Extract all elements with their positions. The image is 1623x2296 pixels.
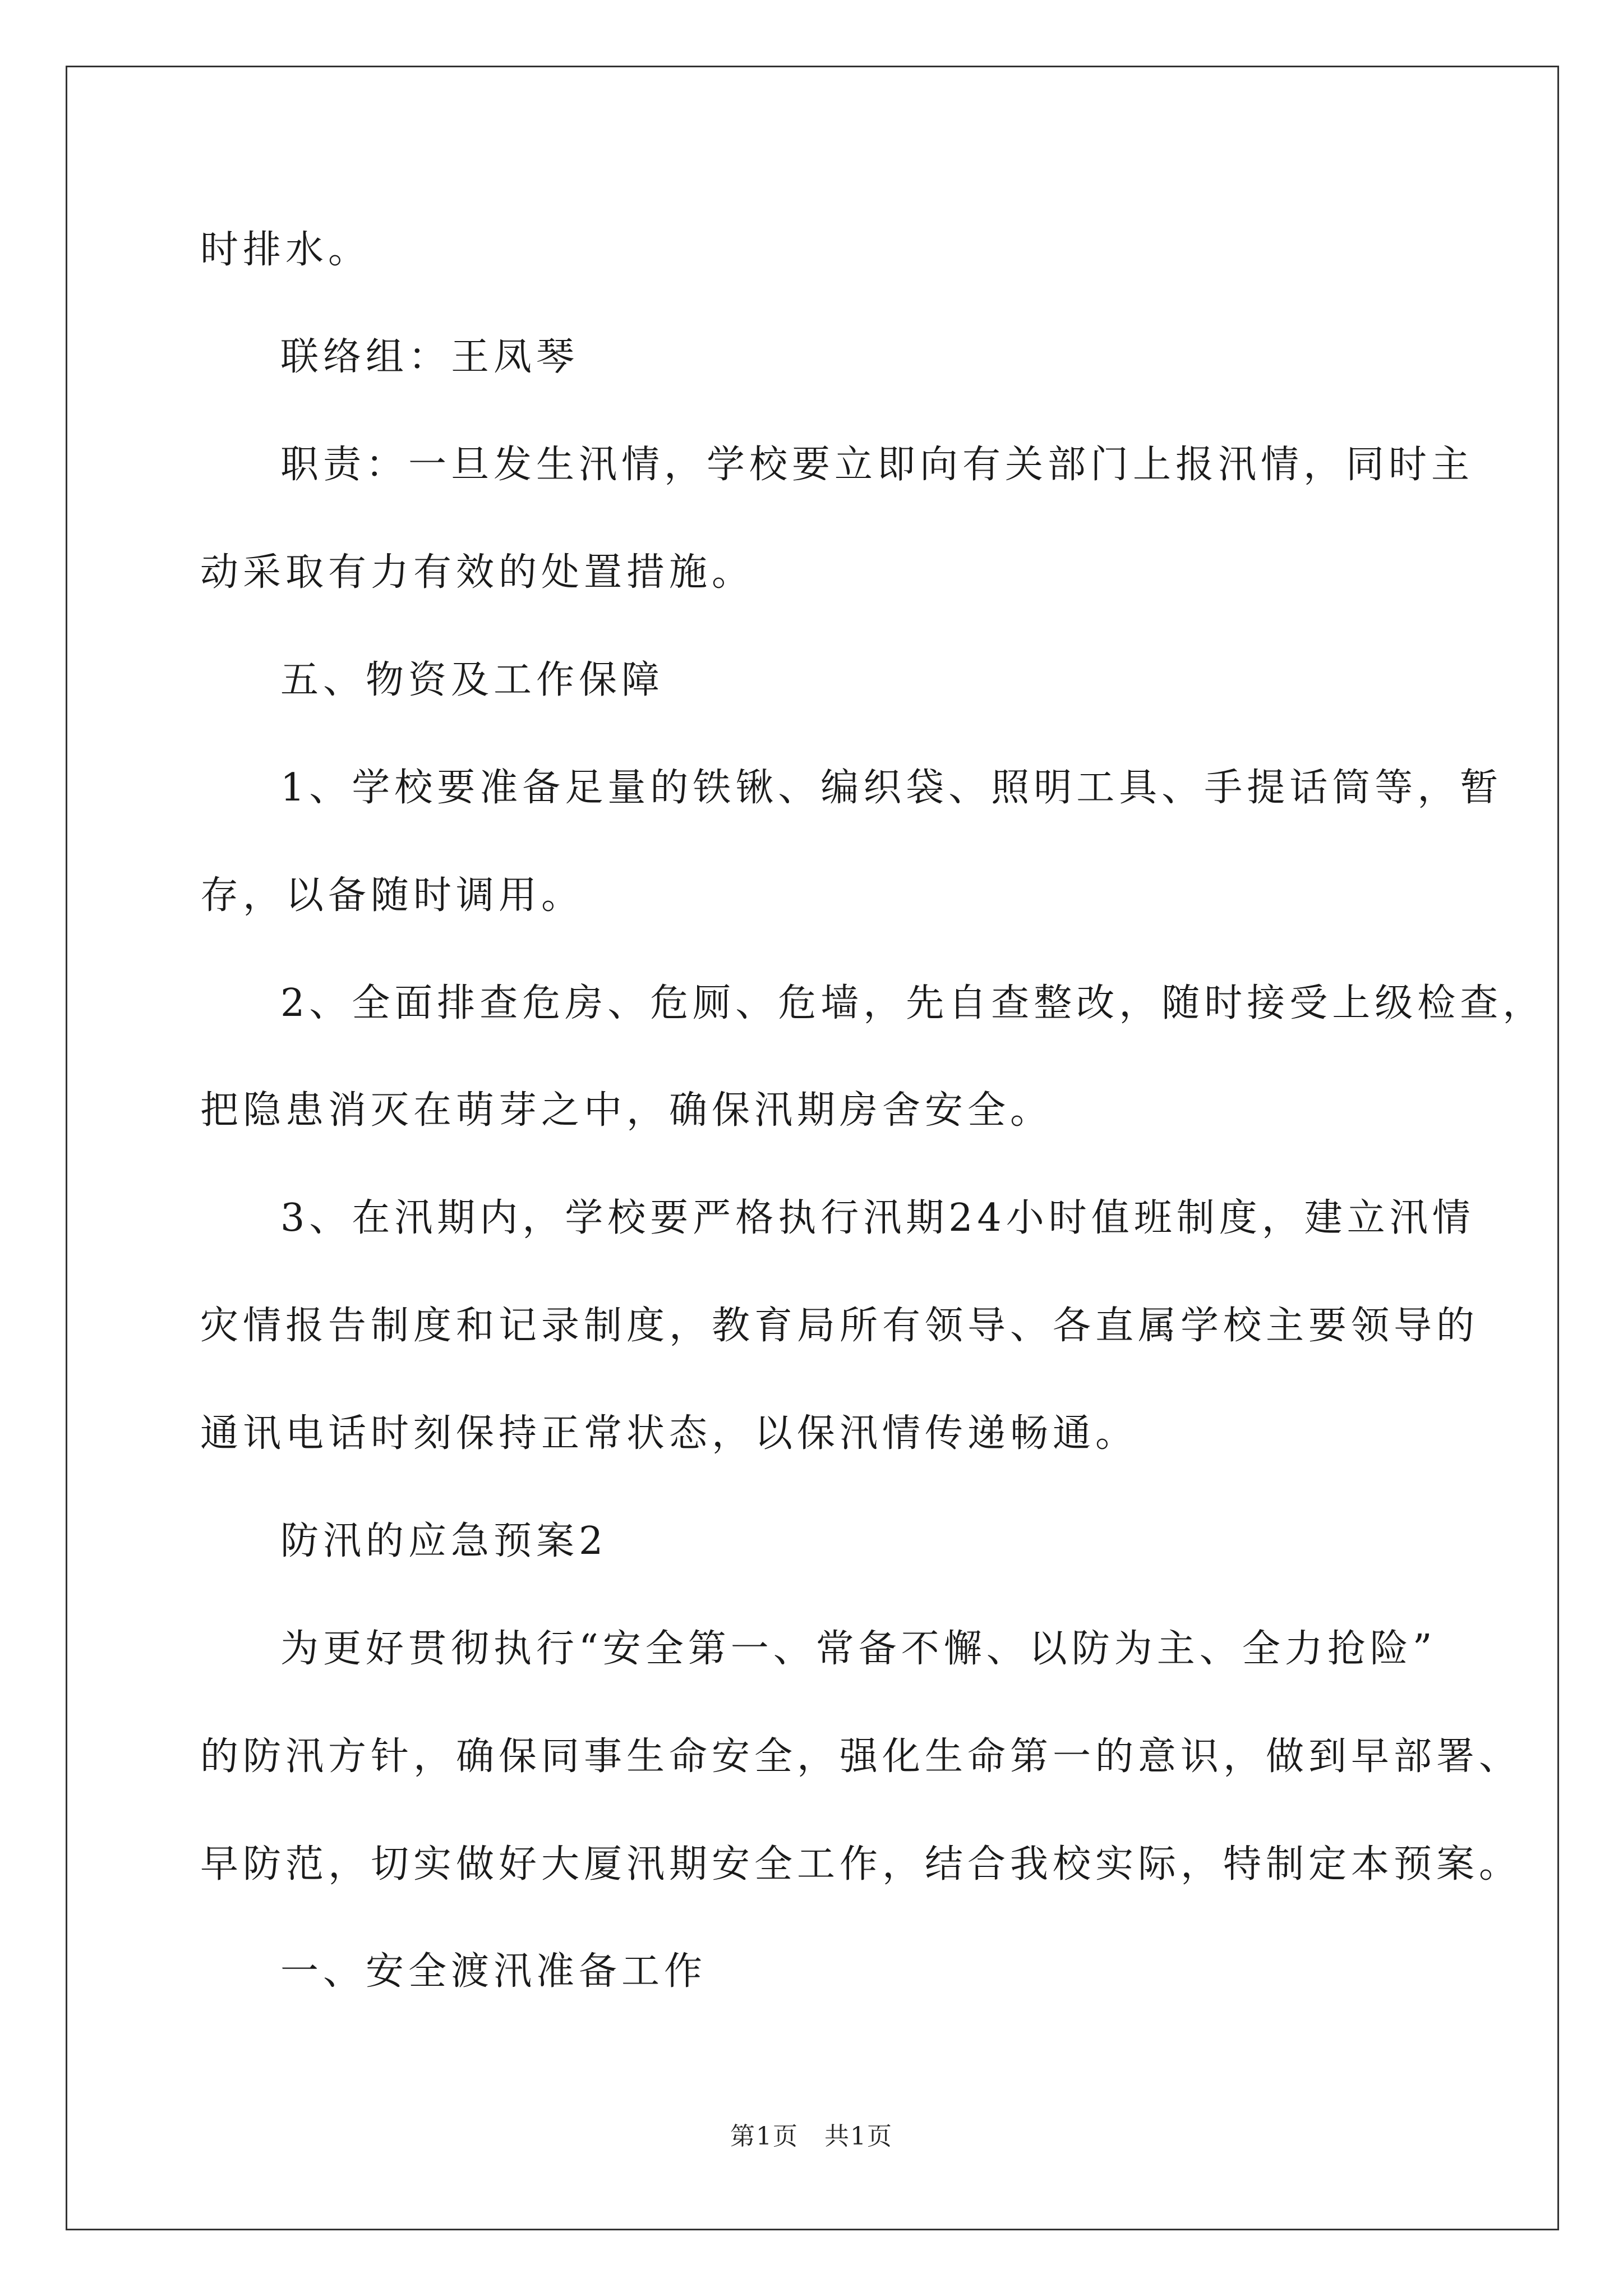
text-line-4: 动采取有力有效的处置措施。 — [200, 550, 755, 595]
text-line-11: 灾情报告制度和记录制度，教育局所有领导、各直属学校主要领导的 — [200, 1304, 1479, 1348]
text-line-9: 把隐患消灭在萌芽之中，确保汛期房舍安全。 — [200, 1088, 1053, 1133]
page-footer: 第1页 共1页 — [730, 2122, 893, 2151]
page-border — [66, 66, 1559, 2230]
text-line-1: 时排水。 — [200, 228, 371, 272]
text-line-3: 职责：一旦发生汛情，学校要立即向有关部门上报汛情，同时主 — [280, 443, 1474, 487]
text-line-8: 2、全面排查危房、危厕、危墙，先自查整改，随时接受上级检查， — [280, 981, 1546, 1025]
document-title-2: 防汛的应急预案2 — [280, 1519, 608, 1563]
text-line-12: 通讯电话时刻保持正常状态，以保汛情传递畅通。 — [200, 1411, 1138, 1456]
section-heading-5: 五、物资及工作保障 — [280, 658, 665, 702]
text-line-10: 3、在汛期内，学校要严格执行汛期24小时值班制度，建立汛情 — [280, 1196, 1475, 1240]
text-line-6: 1、学校要准备足量的铁锹、编织袋、照明工具、手提话筒等，暂 — [280, 766, 1503, 810]
text-line-7: 存，以备随时调用。 — [200, 873, 584, 918]
text-line-14: 为更好贯彻执行“安全第一、常备不懈、以防为主、全力抢险” — [280, 1627, 1437, 1671]
text-line-15: 的防汛方针，确保同事生命安全，强化生命第一的意识，做到早部署、 — [200, 1734, 1522, 1779]
section-heading-17: 一、安全渡汛准备工作 — [280, 1949, 707, 1994]
text-line-2: 联络组：王凤琴 — [280, 335, 579, 379]
text-line-16: 早防范，切实做好大厦汛期安全工作，结合我校实际，特制定本预案。 — [200, 1842, 1522, 1887]
